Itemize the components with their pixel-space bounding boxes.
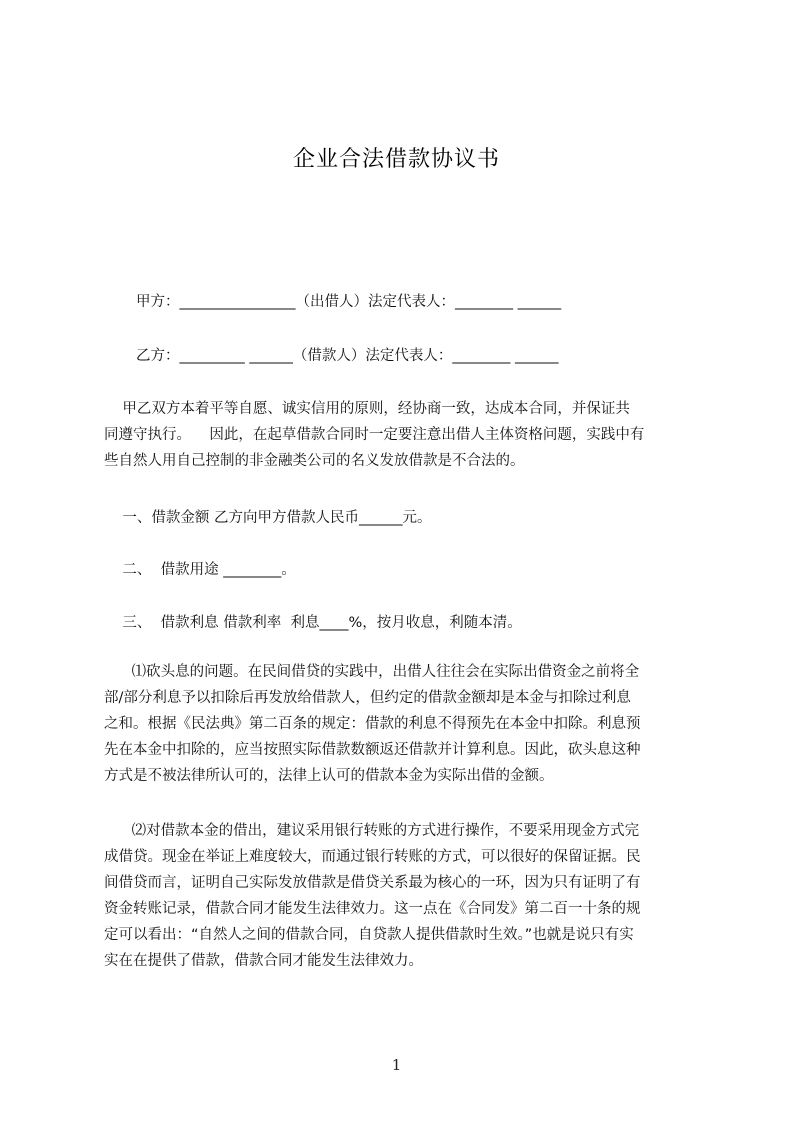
note-2-line: 资金转账记录，借款合同才能发生法律效力。这一点在《合同发》第二百一十条的规 — [104, 901, 641, 917]
intro-line: 些自然人用自己控制的非金融类公司的名义发放借款是不合法的。 — [104, 453, 525, 469]
intro-line: 同遵守执行。 因此，在起草借款合同时一定要注意出借人主体资格问题，实践中有 — [104, 427, 645, 443]
clause-loan-purpose: 二、 借款用途 ________。 — [104, 562, 296, 578]
note-2-line: 间借贷而言，证明自己实际发放借款是借贷关系最为核心的一环，因为只有证明了有 — [104, 875, 641, 891]
note-2-line: 定可以看出：“自然人之间的借款合同，自贷款人提供借款时生效。”也就是说只有实 — [104, 927, 634, 943]
page-number: 1 — [391, 1056, 402, 1074]
note-1-paragraph — [104, 659, 704, 789]
note-2-line: 成借贷。现金在举证上难度较大，而通过银行转账的方式，可以很好的保留证据。民 — [104, 849, 641, 865]
note-1-line: ⑴砍头息的问题。在民间借贷的实践中，出借人往往会在实际出借资金之前将全 — [104, 664, 640, 680]
note-2-line: ⑵对借款本金的借出，建议采用银行转账的方式进行操作，不要采用现金方式完 — [104, 823, 640, 839]
intro-paragraph — [104, 396, 704, 474]
clause-loan-interest: 三、 借款利息 借款利率 利息____%，按月收息，利随本清。 — [104, 615, 522, 631]
clause-loan-amount: 一、借款金额 乙方向甲方借款人民币______元。 — [104, 510, 432, 526]
note-2-paragraph — [104, 818, 704, 974]
note-2-line: 实在在提供了借款，借款合同才能发生法律效力。 — [104, 953, 423, 969]
party-b-line: 乙方：_________ ______（借款人）法定代表人：________ ______ — [136, 348, 559, 364]
intro-line: 甲乙双方本着平等自愿、诚实信用的原则，经协商一致，达成本合同，并保证共 — [104, 401, 630, 417]
party-a-line: 甲方：________________（出借人）法定代表人：________ ______ — [136, 294, 562, 310]
note-1-line: 先在本金中扣除的，应当按照实际借款数额返还借款并计算利息。因此，砍头息这种 — [104, 742, 641, 758]
note-1-line: 之和。根据《民法典》第二百条的规定：借款的利息不得预先在本金中扣除。利息预 — [104, 716, 641, 732]
document-title: 企业合法借款协议书 — [292, 147, 500, 172]
note-1-line: 部/部分利息予以扣除后再发放给借款人，但约定的借款金额却是本金与扣除过利息 — [104, 690, 631, 706]
note-1-line: 方式是不被法律所认可的，法律上认可的借款本金为实际出借的金额。 — [104, 768, 554, 784]
